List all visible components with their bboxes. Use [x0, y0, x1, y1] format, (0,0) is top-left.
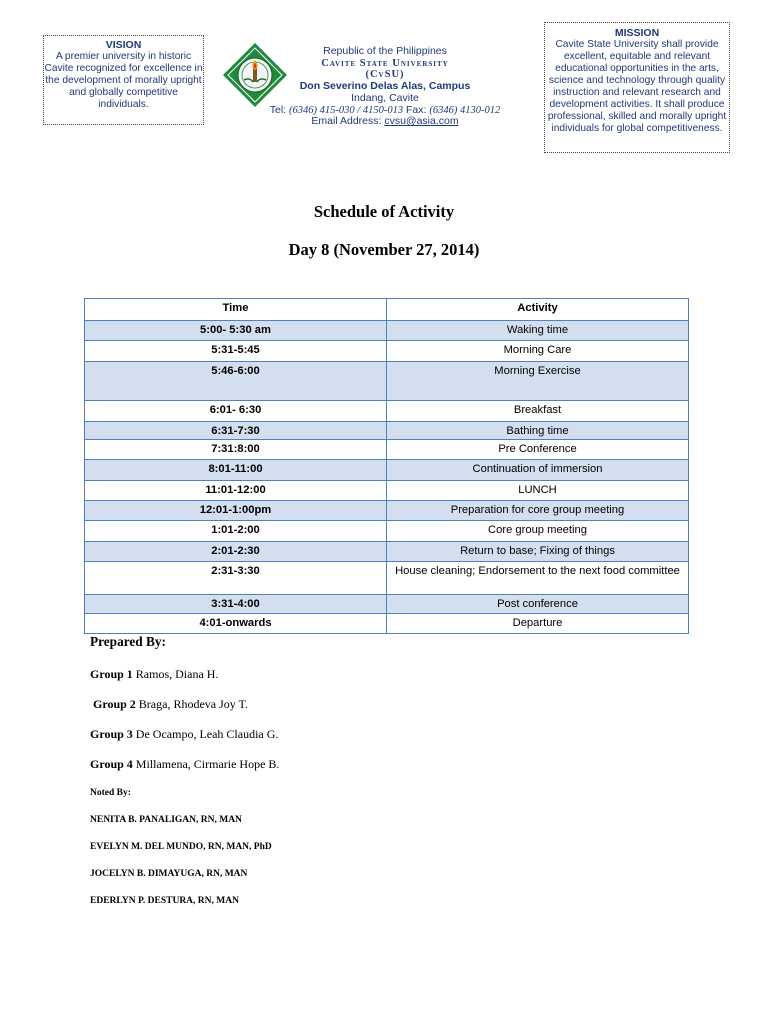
table-row [85, 521, 689, 542]
group-line [90, 727, 278, 742]
activity-cell: Post conference [387, 595, 689, 614]
time-cell: 4:01-onwards [85, 614, 387, 634]
time-cell: 11:01-12:00 [85, 481, 387, 501]
time-cell: 2:01-2:30 [85, 542, 387, 562]
noted-by-name: NENITA B. PANALIGAN, RN, MAN [90, 815, 242, 825]
time-cell: 5:31-5:45 [85, 341, 387, 362]
table-row [85, 341, 689, 362]
email-label: Email Address: [311, 115, 382, 128]
table-row [85, 401, 689, 422]
time-cell: 5:00- 5:30 am [85, 321, 387, 341]
page-subtitle: Day 8 (November 27, 2014) [288, 240, 480, 259]
fax-number: (6346) 4130-012 [429, 104, 501, 116]
noted-by-name: JOCELYN B. DIMAYUGA, RN, MAN [90, 869, 248, 879]
vision-text: A premier university in historic Cavite recognized for excellence in the development of morally upright and globally competitive individuals. [44, 51, 203, 110]
fax-label: Fax: [406, 103, 427, 116]
time-cell: 8:01-11:00 [85, 460, 387, 481]
group-label: Group 2 [93, 697, 136, 711]
table-row [85, 614, 689, 634]
activity-cell: Preparation for core group meeting [387, 501, 689, 521]
email-link[interactable]: cvsu@asia.com [384, 115, 459, 128]
activity-cell: Bathing time [387, 422, 689, 440]
column-header-activity: Activity [387, 299, 689, 321]
activity-cell: Breakfast [387, 401, 689, 422]
table-row [85, 362, 689, 401]
activity-cell: Core group meeting [387, 521, 689, 542]
group-member: De Ocampo, Leah Claudia G. [135, 727, 279, 741]
activity-cell: Morning Care [387, 341, 689, 362]
noted-by-name: EDERLYN P. DESTURA, RN, MAN [90, 896, 239, 906]
mission-heading: MISSION [614, 27, 660, 39]
town-line: Indang, Cavite [351, 91, 419, 104]
mission-box [544, 22, 730, 153]
activity-cell: Departure [387, 614, 689, 634]
email-line [240, 116, 530, 128]
page-title: Schedule of Activity [313, 202, 455, 221]
group-label: Group 1 [90, 667, 133, 681]
activity-cell: Morning Exercise [387, 362, 689, 401]
group-line [90, 757, 279, 772]
tel-numbers: (6346) 415-030 / 4150-013 [289, 104, 404, 116]
time-cell: 5:46-6:00 [85, 362, 387, 401]
noted-by-heading: Noted By: [90, 788, 131, 798]
time-cell: 1:01-2:00 [85, 521, 387, 542]
activity-cell: Return to base; Fixing of things [387, 542, 689, 562]
table-row [85, 422, 689, 440]
time-cell: 2:31-3:30 [85, 562, 387, 595]
table-row [85, 595, 689, 614]
activity-cell: Waking time [387, 321, 689, 341]
group-member: Ramos, Diana H. [135, 667, 219, 681]
letterhead [240, 46, 530, 128]
table-row [85, 481, 689, 501]
prepared-by-heading: Prepared By: [90, 634, 166, 649]
group-label: Group 4 [90, 757, 133, 771]
activity-cell: Pre Conference [387, 440, 689, 460]
schedule-table [84, 298, 689, 634]
group-label: Group 3 [90, 727, 133, 741]
tel-label: Tel: [269, 103, 287, 116]
mission-text: Cavite State University shall provide excellent, equitable and relevant educational opportunities in the arts, science and technology through quality instruction and relevant research and development activities. It shall produce professional, skilled and morally upright individuals for global competitiveness. [547, 39, 727, 134]
noted-by-name: EVELYN M. DEL MUNDO, RN, MAN, PhD [90, 842, 272, 852]
activity-cell: House cleaning; Endorsement to the next food committee [387, 562, 689, 595]
table-header-row [85, 299, 689, 321]
group-member: Braga, Rhodeva Joy T. [138, 697, 248, 711]
activity-cell: LUNCH [387, 481, 689, 501]
table-row [85, 542, 689, 562]
university-name: Cavite State University [321, 57, 449, 69]
table-row [85, 321, 689, 341]
table-row [85, 562, 689, 595]
time-cell: 6:31-7:30 [85, 422, 387, 440]
vision-box [43, 35, 204, 125]
vision-heading: VISION [105, 39, 142, 51]
time-cell: 3:31-4:00 [85, 595, 387, 614]
campus-name: Don Severino Delas Alas, Campus [299, 80, 471, 93]
table-row [85, 460, 689, 481]
time-cell: 7:31:8:00 [85, 440, 387, 460]
group-member: Millamena, Cirmarie Hope B. [135, 757, 280, 771]
group-line [93, 697, 248, 712]
republic-line: Republic of the Philippines [323, 45, 447, 57]
university-abbr: (CvSU) [365, 69, 405, 81]
column-header-time: Time [85, 299, 387, 321]
table-row [85, 440, 689, 460]
group-line [90, 667, 218, 682]
table-row [85, 501, 689, 521]
time-cell: 12:01-1:00pm [85, 501, 387, 521]
time-cell: 6:01- 6:30 [85, 401, 387, 422]
activity-cell: Continuation of immersion [387, 460, 689, 481]
